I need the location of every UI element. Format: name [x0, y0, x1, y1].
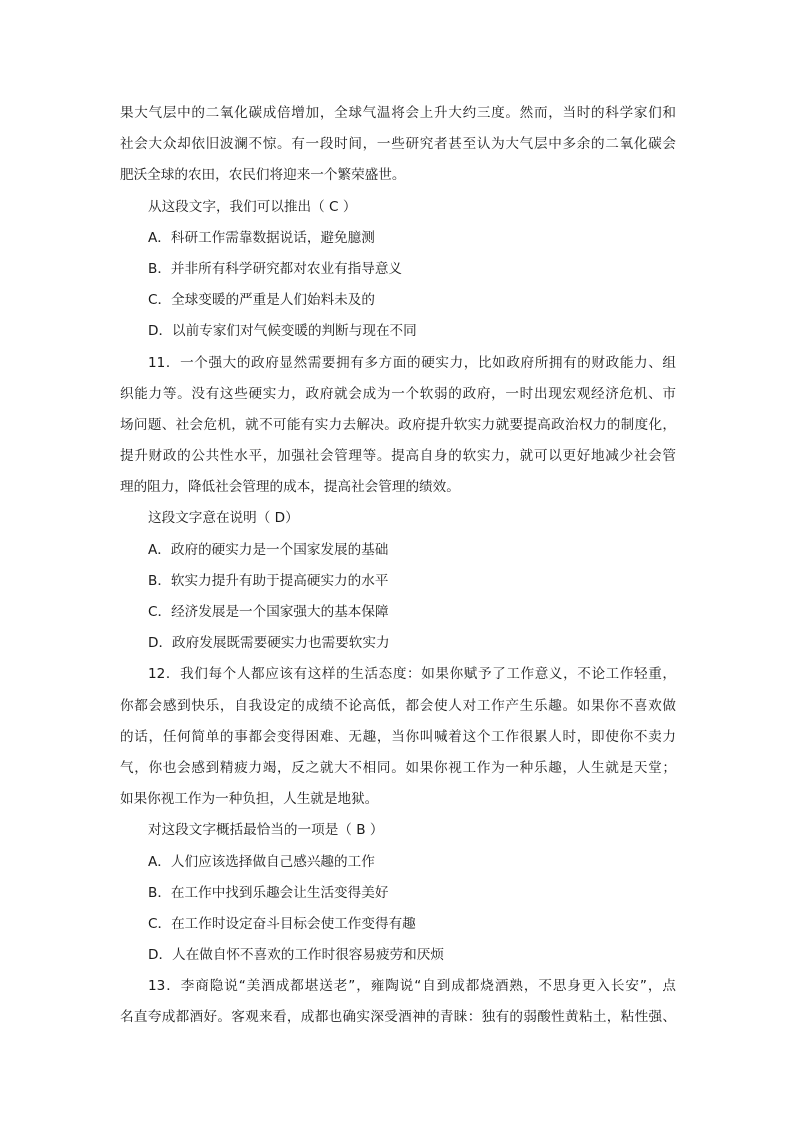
question-11-stem: 这段文字意在说明（ D） — [148, 510, 299, 527]
question-12-line-3: 的话，任何简单的事都会变得困难、无趣，当你叫喊着这个工作很累人时，即使你不卖力 — [120, 728, 676, 745]
question-12-option-a: A．人们应该选择做自己感兴趣的工作 — [148, 853, 375, 870]
question-11-line-3: 场问题、社会危机，就不可能有实力去解决。政府提升软实力就要提高政治权力的制度化， — [120, 416, 676, 433]
question-10-stem: 从这段文字，我们可以推出（ C ） — [148, 198, 357, 215]
passage-10-line-2: 社会大众却依旧波澜不惊。有一段时间，一些研究者甚至认为大气层中多余的二氧化碳会 — [120, 136, 676, 153]
question-10-option-c: C．全球变暖的严重是人们始料未及的 — [148, 292, 375, 309]
question-11-line-1: 11．一个强大的政府显然需要拥有多方面的硬实力，比如政府所拥有的财政能力、组 — [148, 354, 676, 371]
question-12-option-d: D．人在做自怀不喜欢的工作时很容易疲劳和厌烦 — [148, 947, 444, 964]
question-12-option-c: C．在工作时设定奋斗目标会使工作变得有趣 — [148, 915, 416, 932]
question-11-line-2: 织能力等。没有这些硬实力，政府就会成为一个软弱的政府，一时出现宏观经济危机、市 — [120, 385, 676, 402]
question-12-line-2: 你都会感到快乐，自我设定的成绩不论高低，都会使人对工作产生乐趣。如果你不喜欢做 — [120, 697, 676, 714]
question-11-option-d: D．政府发展既需要硬实力也需要软实力 — [148, 635, 390, 652]
question-11-line-4: 提升财政的公共性水平，加强社会管理等。提高自身的软实力，就可以更好地减少社会管 — [120, 448, 676, 465]
question-10-option-d: D．以前专家们对气候变暖的判断与现在不同 — [148, 323, 417, 340]
passage-10-line-3: 肥沃全球的农田，农民们将迎来一个繁荣盛世。 — [120, 167, 406, 184]
passage-10-line-1: 果大气层中的二氧化碳成倍增加，全球气温将会上升大约三度。然而，当时的科学家们和 — [120, 105, 676, 121]
question-10-option-b: B．并非所有科学研究都对农业有指导意义 — [148, 260, 403, 277]
document-body — [120, 98, 676, 1034]
question-13-line-1: 13．李商隐说“美酒成都堪送老”，雍陶说“自到成都烧酒熟，不思身更入长安”，点 — [148, 978, 676, 995]
question-12-line-5: 如果你视工作为一种负担，人生就是地狱。 — [120, 791, 379, 808]
question-13-line-2: 名直夸成都酒好。客观来看，成都也确实深受酒神的青睐：独有的弱酸性黄粘土，粘性强、 — [120, 1009, 676, 1026]
question-12-stem: 对这段文字概括最恰当的一项是（ B ） — [148, 822, 384, 839]
question-11-line-5: 理的阻力，降低社会管理的成本，提高社会管理的绩效。 — [120, 479, 460, 496]
question-11-option-a: A．政府的硬实力是一个国家发展的基础 — [148, 541, 389, 558]
question-12-option-b: B．在工作中找到乐趣会让生活变得美好 — [148, 884, 389, 901]
question-11-option-c: C．经济发展是一个国家强大的基本保障 — [148, 604, 389, 620]
question-12-line-1: 12．我们每个人都应该有这样的生活态度：如果你赋予了工作意义，不论工作轻重， — [148, 666, 676, 683]
question-11-option-b: B．软实力提升有助于提高硬实力的水平 — [148, 572, 389, 589]
question-10-option-a: A．科研工作需靠数据说话，避免臆测 — [148, 229, 375, 246]
question-12-line-4: 气，你也会感到精疲力竭，反之就大不相同。如果你视工作为一种乐趣，人生就是天堂； — [120, 759, 676, 776]
